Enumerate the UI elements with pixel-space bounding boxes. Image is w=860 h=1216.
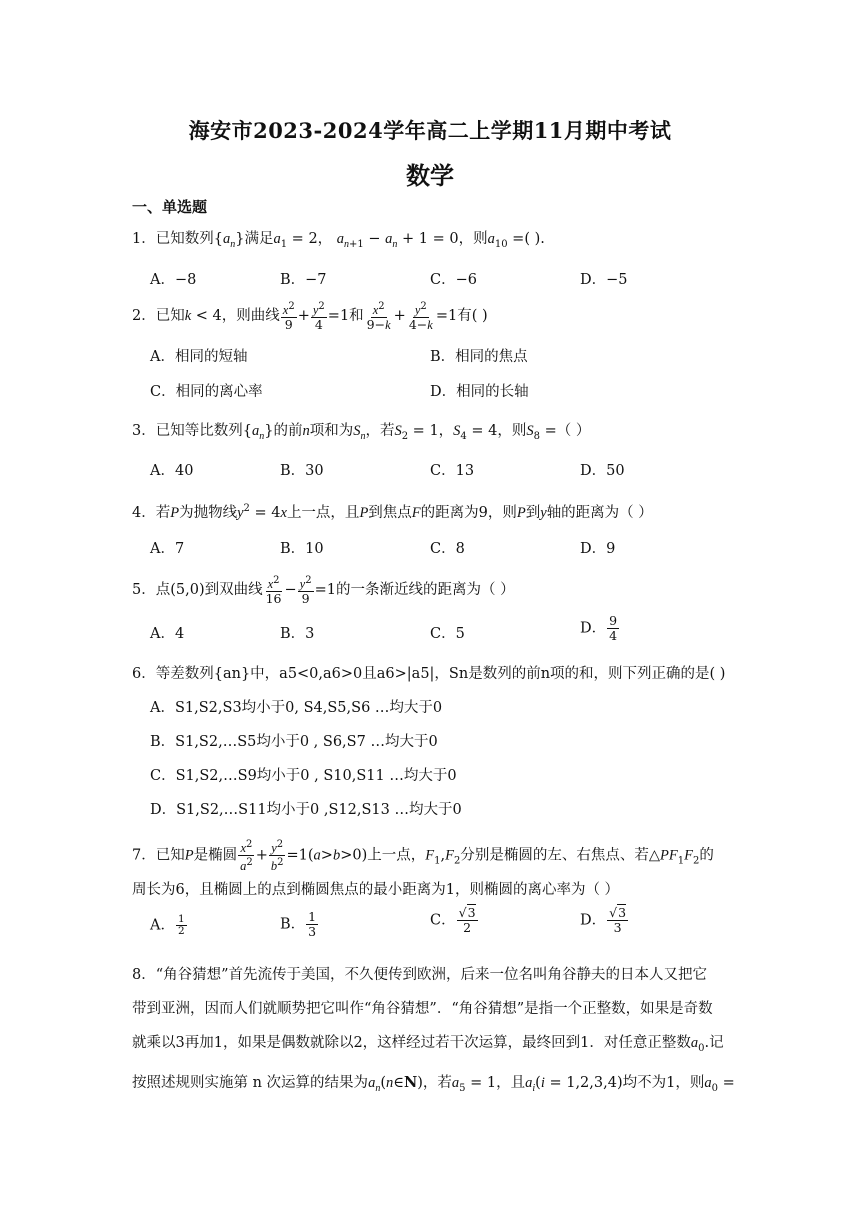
question-text: ，若: [365, 423, 395, 439]
question-text: 为抛物线: [179, 504, 238, 521]
question-7-line-2: 周长为6，且椭圆上的点到椭圆焦点的最小距离为1，则椭圆的离心率为（ ）: [132, 882, 620, 898]
option-d: D．相同的长轴: [430, 384, 529, 400]
question-2: 2．已知k < 4，则曲线 $\frac{x^2}{9}$ + $\frac{y^2}{4}$ =1和 $\frac{x^2}{9-k}$ + $\frac{y^2}{4-k}$ =1有( ): [132, 301, 488, 333]
question-number: 3．: [132, 423, 156, 439]
question-3: 3．已知等比数列$\{a_n\}$的前n项和为$S_n$，若$S_2 = 1$，$S_4 = 4$，则$S_8$ =（ ）: [132, 423, 591, 442]
question-text: 已知数列: [155, 231, 214, 247]
fraction: $\frac{9}{4}$: [609, 613, 618, 643]
fraction: $\frac{1}{2}$: [177, 913, 185, 937]
question-text: 和: [349, 308, 364, 325]
question-text: 到: [525, 504, 541, 521]
option-label: D．: [580, 912, 607, 929]
question-5: 5．点(5,0)到双曲线 $\frac{x^2}{16}$ − $\frac{y^2}{9}$ =1的一条渐近线的距离为（ ）: [132, 575, 515, 607]
option-b: B．S1,S2,…S5均小于0 , S6,S7 …均大于0: [150, 734, 438, 750]
question-text: 是椭圆: [193, 847, 238, 864]
question-text: ，: [438, 423, 454, 439]
option-d: [580, 614, 620, 643]
option-c: [430, 906, 479, 935]
fraction: $\frac{x^2}{9-k}$: [366, 301, 391, 333]
option-d: D．9: [580, 541, 616, 557]
fraction: $\frac{x^2}{9}$: [282, 301, 295, 333]
question-text: 的前: [273, 423, 303, 439]
question-text: 有( ): [457, 308, 488, 325]
question-6: [132, 664, 732, 684]
option-d: D．−5: [580, 272, 628, 288]
question-text: 均不为1，则: [622, 1074, 705, 1091]
section-heading: 一、单选题: [132, 198, 208, 216]
question-number: 2．: [132, 308, 156, 325]
question-text: 上一点，: [367, 847, 426, 864]
option-a: A．4: [150, 626, 185, 642]
option-b: B．30: [280, 463, 324, 479]
question-text: 已知等比数列: [155, 423, 243, 439]
exam-title: 海安市2023-2024学年高二上学期11月期中考试: [188, 118, 672, 143]
fraction: $\frac{x^2}{a^2}$: [240, 839, 253, 874]
fraction: $\frac{y^2}{4-k}$: [408, 301, 433, 333]
option-a: A．相同的短轴: [150, 349, 248, 365]
fraction: $\frac{y^2}{9}$: [299, 575, 312, 607]
option-c: C．−6: [430, 272, 477, 288]
question-text: 的一条渐近线的距离为（ ）: [335, 582, 515, 599]
question-text: 项和为: [309, 423, 354, 439]
question-text: 到焦点: [368, 504, 412, 521]
question-text: ，则: [458, 231, 488, 247]
option-c: C．13: [430, 463, 475, 479]
option-label: C．: [430, 912, 456, 929]
question-number: 4．: [132, 504, 156, 521]
option-label: B．: [280, 916, 306, 933]
option-c: C．相同的离心率: [150, 384, 263, 400]
fraction: $\frac{√3}{2}$: [458, 905, 476, 935]
question-text: （ ）: [556, 423, 591, 439]
question-8: [132, 958, 738, 1106]
question-text: ，且: [496, 1074, 526, 1091]
question-text: ，若: [422, 1074, 452, 1091]
question-text: ，则曲线: [221, 308, 280, 325]
question-number: 5．: [132, 582, 156, 599]
question-8-line-3: 就乘以3再加1，如果是偶数就除以2，这样经过若干次运算，最终回到1．对任意正整数$a_0$.记: [132, 1035, 724, 1054]
option-a: [150, 914, 188, 937]
option-b: B．−7: [280, 272, 327, 288]
question-1: 1．已知数列$\{a_n\}$满足$a_1 = 2$， $a_{n+1} - a_n + 1 = 0$，则$a_{10}$ =( ).: [132, 231, 545, 250]
option-a: A．S1,S2,S3均小于0, S4,S5,S6 …均大于0: [150, 700, 443, 716]
question-8-line-4: 按照述规则实施第 n 次运算的结果为$a_n(n\in N)$，若$a_5 = 1$，且$a_i(i = 1,2,3,4)$均不为1，则$a_0$ =: [132, 1073, 735, 1094]
question-text: 分别是椭圆的左、右焦点、若△: [460, 847, 660, 864]
option-b: B．相同的焦点: [430, 349, 528, 365]
question-text: 已知: [155, 847, 185, 864]
question-text: .记: [704, 1035, 724, 1051]
fraction: $\frac{x^2}{16}$: [265, 575, 282, 607]
fraction: $\frac{√3}{3}$: [609, 905, 627, 935]
option-b: B．10: [280, 541, 324, 557]
option-label: A．: [150, 917, 175, 934]
question-8-line-2: 带到亚洲，因而人们就顺势把它叫作“角谷猜想”．“角谷猜想”是指一个正整数，如果是奇数: [132, 1001, 713, 1017]
option-a: A．40: [150, 463, 194, 479]
question-8-line-1: [132, 958, 738, 992]
option-d: [580, 906, 629, 935]
question-text: 点: [155, 582, 171, 599]
option-c: C．S1,S2,…S9均小于0 , S10,S11 …均大于0: [150, 768, 457, 784]
fraction: $\frac{y^2}{b^2}$: [270, 839, 284, 874]
question-text: 就乘以3再加1，如果是偶数就除以2，这样经过若干次运算，最终回到1．对任意正整数: [132, 1035, 691, 1051]
question-4: 4．若P为抛物线$y^2 = 4x$上一点，且P到焦点F的距离为9，则P到y轴的距离为（ ）: [132, 503, 653, 521]
option-d: D．S1,S2,…S11均小于0 ,S12,S13 …均大于0: [150, 802, 462, 818]
option-a: A．7: [150, 541, 185, 557]
option-c: C．5: [430, 626, 465, 642]
question-text: 上一点，且: [286, 504, 360, 521]
question-text: 满足: [244, 231, 274, 247]
option-label: D．: [580, 620, 607, 637]
question-text: ( ).: [524, 231, 545, 247]
option-c: C．8: [430, 541, 465, 557]
question-number: 8．: [132, 967, 156, 983]
option-a: A．−8: [150, 272, 197, 288]
question-text: 的: [699, 847, 714, 864]
question-7: 7．已知P是椭圆 $\frac{x^2}{a^2}$ + $\frac{y^2}{b^2}$ =1(a>b>0)上一点，$F_1,F_2$分别是椭圆的左、右焦点、若$\triangle PF_1F_2$的: [132, 839, 714, 874]
fraction: $\frac{1}{3}$: [308, 909, 317, 939]
exam-subject: 数学: [406, 161, 454, 190]
question-text: 的距离为9，则: [420, 504, 517, 521]
question-number: 1．: [132, 231, 156, 247]
question-text: 轴的距离为（ ）: [546, 504, 653, 521]
question-text: “角谷猜想”首先流传于美国，不久便传到欧洲，后来一位名叫角谷静夫的日本人又把它: [155, 967, 708, 983]
question-text: 若: [155, 504, 171, 521]
question-text: 到双曲线: [204, 582, 263, 599]
question-number: 6．: [132, 666, 156, 682]
question-text: 已知: [155, 308, 185, 325]
question-text: 等差数列{an}中，a5<0,a6>0且a6>|a5|，Sn是数列的前n项的和，则下列正确的是( ): [155, 666, 726, 682]
question-text: ，则: [497, 423, 527, 439]
fraction: $\frac{y^2}{4}$: [312, 301, 325, 333]
option-b: B．3: [280, 626, 315, 642]
question-text: 按照述规则实施第 n 次运算的结果为: [132, 1074, 369, 1091]
option-d: D．50: [580, 463, 625, 479]
option-b: [280, 910, 319, 939]
question-number: 7．: [132, 847, 156, 864]
